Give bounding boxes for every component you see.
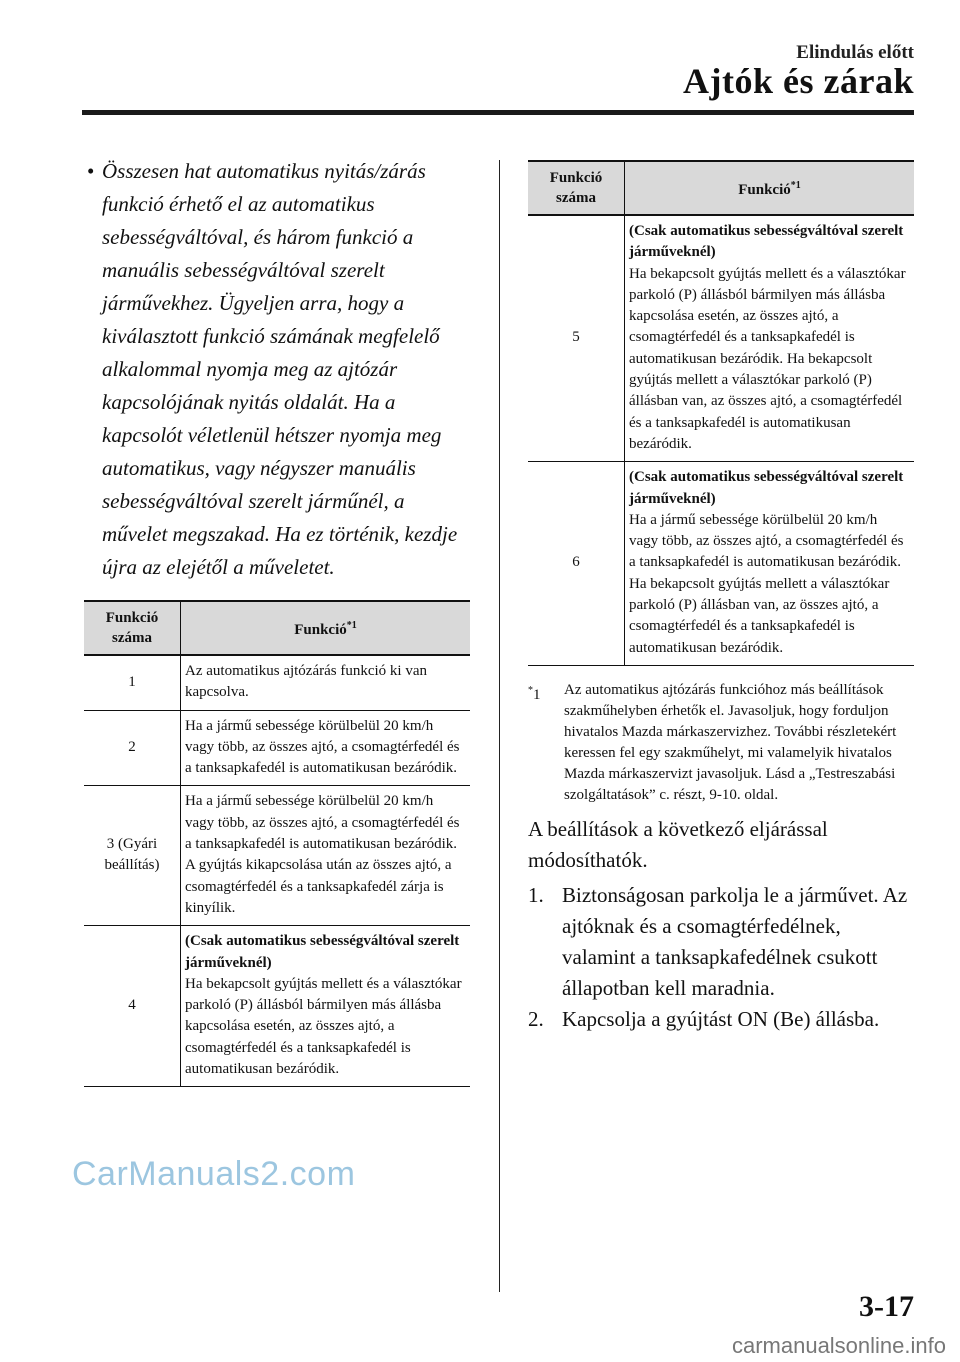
function-table-left (84, 600, 470, 1087)
procedure-intro: A beállítások a következő eljárással módosíthatók. (528, 816, 828, 872)
bullet-note (84, 155, 470, 584)
row-description: Ha a jármű sebessége körülbelül 20 km/h vagy több, az összes ajtó, a csomagtérfedél és a tanksapkafedél is automatikusan bezáródik. Ha bekapcsolt gyújtás mellett a választókar parkoló (P) állásban van, az összes ajtó, a csomagtérfedél és a tanksapkafedél is automatikusan bezáródik. (629, 511, 904, 656)
header-number: Funkció száma (84, 601, 181, 655)
table-row (84, 710, 470, 786)
header-function-label: Funkció (294, 622, 347, 638)
row-number: 5 (528, 215, 625, 462)
header-function (625, 161, 915, 215)
footnote-marker (528, 680, 541, 706)
page-title: Ajtók és zárak (683, 61, 914, 101)
row-description: Ha a jármű sebessége körülbelül 20 km/h vagy több, az összes ajtó, a csomagtérfedél és a tanksapkafedél is automatikusan bezáródik. (181, 710, 471, 786)
row-description: Ha a jármű sebessége körülbelül 20 km/h vagy több, az összes ajtó, a csomagtérfedél és a tanksapkafedél is automatikusan bezáródik. A gyújtás kikapcsolása után az összes ajtó, a csomagtérfedél és a tanksapkafedél zárja is kinyílik. (181, 786, 471, 926)
row-description-cell (181, 926, 471, 1087)
table-row (84, 926, 470, 1087)
left-column (84, 155, 470, 1087)
header-function (181, 601, 471, 655)
watermark: CarManuals2.com (72, 1155, 356, 1193)
row-description-cell (625, 462, 915, 666)
page-number: 3-17 (859, 1290, 914, 1323)
footnote-asterisk: * (528, 684, 533, 696)
table-header-row (84, 601, 470, 655)
header-function-mark: *1 (346, 620, 357, 631)
footnote-text: Az automatikus ajtózárás funkcióhoz más beállítások szakműhelyben érhetők el. Javasoljuk, hogy forduljon hivatalos Mazda márkaszervizhez. További részletekért keressen fel egy szakműhelyt, mi valamelyik hivatalos Mazda márkaszervizt javasoljuk. Lásd a „Testreszabási szolgáltatások” c. részt, 9-10. oldal. (564, 681, 897, 803)
row-number: 1 (84, 655, 181, 710)
step-text: Biztonságosan parkolja le a járművet. Az ajtóknak és a csomagtérfedélnek, valamint a tanksapkafedélnek csukott állapotban kell maradnia. (562, 882, 908, 1000)
table-row (528, 462, 914, 666)
step-item (528, 1004, 914, 1035)
right-column (528, 160, 914, 1035)
step-item (528, 880, 914, 1004)
function-table-right (528, 160, 914, 666)
bullet-dot: • (87, 159, 95, 183)
table-row (528, 215, 914, 462)
footnote-number: 1 (533, 686, 541, 703)
header-rule (82, 110, 914, 115)
row-number: 6 (528, 462, 625, 666)
step-number: 2. (528, 1006, 544, 1031)
step-text: Kapcsolja a gyújtást ON (Be) állásba. (562, 1006, 880, 1031)
table-header-row (528, 161, 914, 215)
column-divider (499, 160, 500, 1292)
row-number: 4 (84, 926, 181, 1087)
bottom-watermark: carmanualsonline.info (731, 1333, 946, 1358)
header-number: Funkció száma (528, 161, 625, 215)
row-condition: (Csak automatikus sebességváltóval szerelt járműveknél) (629, 223, 904, 261)
row-description: Az automatikus ajtózárás funkció ki van kapcsolva. (181, 655, 471, 710)
row-description-cell (625, 215, 915, 462)
procedure-steps (528, 880, 914, 1035)
footnote (528, 680, 914, 806)
row-description: Ha bekapcsolt gyújtás mellett és a választókar parkoló (P) állásból bármilyen más állásba kapcsolása esetén, az összes ajtó, a csomagtérfedél és a tanksapkafedél is automatikusan bezáródik. (185, 975, 462, 1078)
row-number: 2 (84, 710, 181, 786)
table-row (84, 655, 470, 710)
header-function-mark: *1 (790, 180, 801, 191)
table-row (84, 786, 470, 926)
row-condition: (Csak automatikus sebességváltóval szerelt járműveknél) (629, 469, 904, 507)
bullet-text: Összesen hat automatikus nyitás/zárás funkció érhető el az automatikus sebességváltóval, és három funkció a manuális sebességváltóval szerelt járművekhez. Ügyeljen arra, hogy a kiválasztott funkció számának megfelelő alkalommal nyomja meg az ajtózár kapcsolójának nyitás oldalát. Ha a kapcsolót véletlenül hétszer nyomja meg automatikus, vagy négyszer manuális sebességváltóval szerelt járműnél, a művelet megszakad. Ha ez történik, kezdje újra az elejétől a műveletet. (102, 159, 458, 579)
section-label: Elindulás előtt (796, 42, 914, 63)
header-function-label: Funkció (738, 182, 791, 198)
step-number: 1. (528, 882, 544, 907)
row-description: Ha bekapcsolt gyújtás mellett és a választókar parkoló (P) állásból bármilyen más állásba kapcsolása esetén, az összes ajtó, a csomagtérfedél és a tanksapkafedél is automatikusan bezáródik. Ha bekapcsolt gyújtás mellett a választókar parkoló (P) állásban van, az összes ajtó, a csomagtérfedél és a tanksapkafedél is automatikusan bezáródik. (629, 265, 906, 452)
row-condition: (Csak automatikus sebességváltóval szerelt járműveknél) (185, 933, 460, 971)
row-number: 3 (Gyári beállítás) (84, 786, 181, 926)
